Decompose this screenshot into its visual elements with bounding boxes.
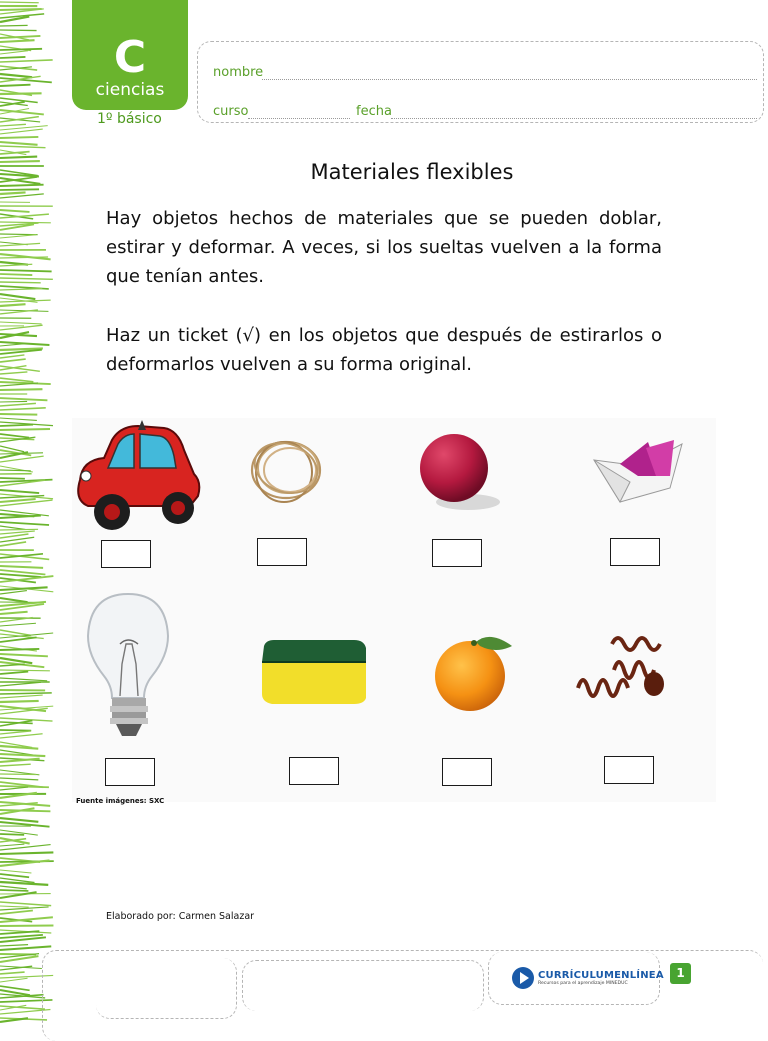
checkbox-spring[interactable] [604, 756, 654, 784]
brand-tagline: Recursos para el aprendizaje MINEDUC [538, 980, 628, 986]
orange-icon [430, 632, 516, 714]
date-label: fecha [356, 104, 392, 119]
subject-letter: C [113, 32, 147, 83]
checkbox-orange[interactable] [442, 758, 492, 786]
footer-frame-left [96, 958, 237, 1019]
checkbox-sponge[interactable] [289, 757, 339, 785]
play-arrow-icon [512, 967, 534, 989]
subject-name: ciencias [95, 80, 165, 100]
light-bulb-item [84, 590, 174, 744]
checkbox-toy-car[interactable] [101, 540, 151, 568]
grade-level: 1º básico [97, 111, 162, 127]
paper-boat-icon [590, 436, 686, 508]
rubber-band-icon [246, 432, 328, 506]
student-info-frame [197, 41, 764, 123]
author-credit: Elaborado por: Carmen Salazar [106, 911, 255, 922]
footer-frame-center [242, 960, 484, 1011]
image-source-note: Fuente imágenes: SXC [76, 797, 165, 805]
brand-name: CURRÍCULUMENLÍNEA [538, 969, 664, 981]
worksheet-title: Materiales flexibles [310, 160, 514, 184]
subject-logo [72, 0, 188, 110]
light-bulb-icon [84, 590, 174, 740]
intro-paragraph: Hay objetos hechos de materiales que se pueden doblar, estirar y deformar. A veces, si los sueltas vuelven a la forma que tenían antes. [106, 208, 662, 287]
rubber-band-item [246, 432, 328, 510]
toy-car-item [72, 420, 204, 539]
orange-item [430, 632, 516, 718]
checkbox-red-ball[interactable] [432, 539, 482, 567]
checkbox-light-bulb[interactable] [105, 758, 155, 786]
course-field[interactable] [248, 118, 350, 119]
instruction-paragraph: Haz un ticket (√) en los objetos que después de estirarlos o deformarlos vuelven a su forma original. [106, 325, 662, 375]
grass-border-decoration [0, 0, 56, 1024]
course-label: curso [213, 104, 249, 119]
date-field[interactable] [391, 118, 757, 119]
curriculum-logo[interactable] [512, 967, 664, 989]
red-ball-item [414, 428, 504, 522]
name-field[interactable] [262, 79, 757, 80]
spring-icon [574, 630, 670, 706]
sponge-icon [258, 638, 370, 708]
checkbox-paper-boat[interactable] [610, 538, 660, 566]
spring-item [574, 630, 670, 710]
checkbox-rubber-band[interactable] [257, 538, 307, 566]
sponge-item [258, 638, 370, 712]
red-ball-icon [414, 428, 504, 518]
page-number: 1 [670, 963, 691, 984]
paper-boat-item [590, 436, 686, 512]
name-label: nombre [213, 65, 264, 80]
toy-car-icon [72, 420, 204, 535]
